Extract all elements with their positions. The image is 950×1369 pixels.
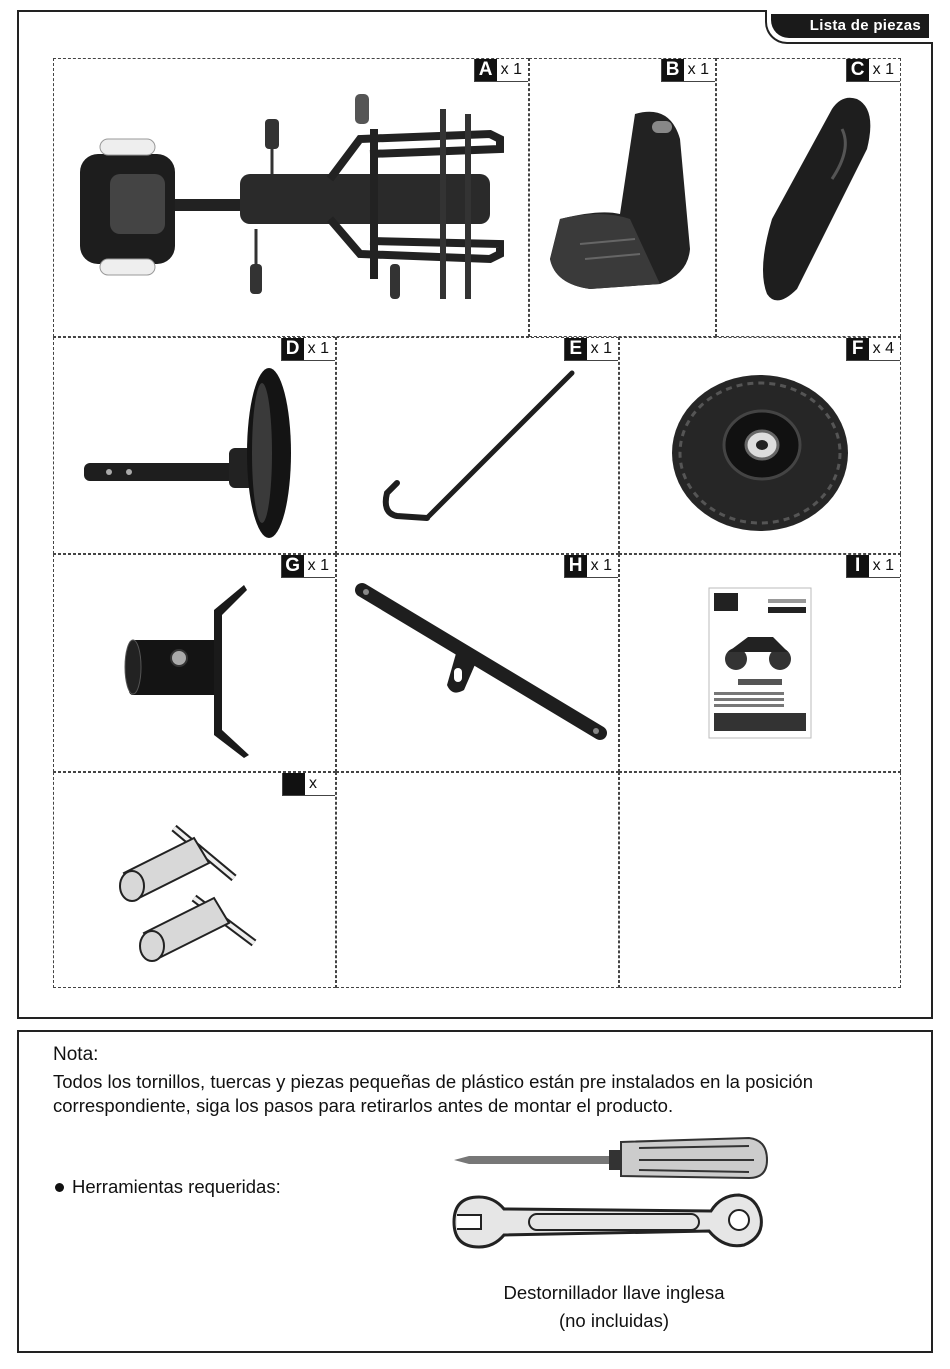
empty-cell <box>336 772 619 988</box>
part-quantity: x 4 <box>872 340 894 357</box>
note-title: Nota: <box>53 1044 99 1065</box>
part-cell-tools <box>53 772 336 988</box>
tools-caption-note: (no incluidas) <box>558 1310 670 1331</box>
part-letter <box>283 773 305 795</box>
part-letter: D <box>282 338 304 360</box>
part-letter: I <box>847 555 869 577</box>
tools-required-label <box>55 1176 281 1198</box>
part-label <box>281 555 335 578</box>
part-cell-b <box>529 58 716 337</box>
parts-list-frame <box>17 10 933 1019</box>
part-label <box>846 59 900 82</box>
part-label <box>661 59 715 82</box>
part-letter: F <box>847 338 869 360</box>
part-cell-c <box>716 58 901 337</box>
part-letter: B <box>662 59 684 81</box>
bullet-icon <box>55 1183 64 1192</box>
part-label <box>564 338 618 361</box>
part-cell-a <box>53 58 529 337</box>
part-letter: G <box>282 555 304 577</box>
part-quantity: x 1 <box>307 340 329 357</box>
part-quantity: x 1 <box>590 340 612 357</box>
seat-icon <box>540 99 710 299</box>
part-letter: A <box>475 59 497 81</box>
part-cell-h <box>336 554 619 772</box>
part-label <box>281 338 335 361</box>
wheel-icon <box>670 373 850 533</box>
empty-cell <box>619 772 901 988</box>
socket-wrench-icon <box>104 818 284 968</box>
wrench-icon <box>449 1187 769 1257</box>
note-text: Todos los tornillos, tuercas y piezas pequeñas de plástico están pre instalados en la posición correspondiente, siga los pasos para retirarlos antes de montar el producto. <box>53 1071 813 1116</box>
part-cell-f <box>619 337 901 554</box>
axle-bar-icon <box>352 575 612 755</box>
part-quantity: x 1 <box>872 557 894 574</box>
part-quantity: x 1 <box>500 61 522 78</box>
part-quantity: x 1 <box>307 557 329 574</box>
parts-list-header <box>765 10 933 44</box>
part-letter: H <box>565 555 587 577</box>
part-label <box>846 338 900 361</box>
part-label <box>282 773 335 796</box>
steering-wheel-icon <box>74 363 324 543</box>
part-cell-e <box>336 337 619 554</box>
part-letter: C <box>847 59 869 81</box>
part-letter: E <box>565 338 587 360</box>
parts-list-title: Lista de piezas <box>771 14 929 38</box>
part-quantity: x <box>309 775 317 792</box>
front-cover-icon <box>737 89 887 309</box>
part-cell-g <box>53 554 336 772</box>
note-frame <box>17 1030 933 1353</box>
manual-icon <box>708 587 812 739</box>
part-cell-i <box>619 554 901 772</box>
tools-required-text: Herramientas requeridas: <box>72 1176 281 1197</box>
steering-rod-icon <box>367 368 597 538</box>
bracket-icon <box>119 580 269 760</box>
screwdriver-icon <box>449 1132 769 1182</box>
part-quantity: x 1 <box>872 61 894 78</box>
part-cell-d <box>53 337 336 554</box>
kart-frame-icon <box>70 79 520 309</box>
part-quantity: x 1 <box>590 557 612 574</box>
part-quantity: x 1 <box>687 61 709 78</box>
tools-caption: Destornillador llave inglesa <box>503 1282 725 1303</box>
part-label <box>846 555 900 578</box>
